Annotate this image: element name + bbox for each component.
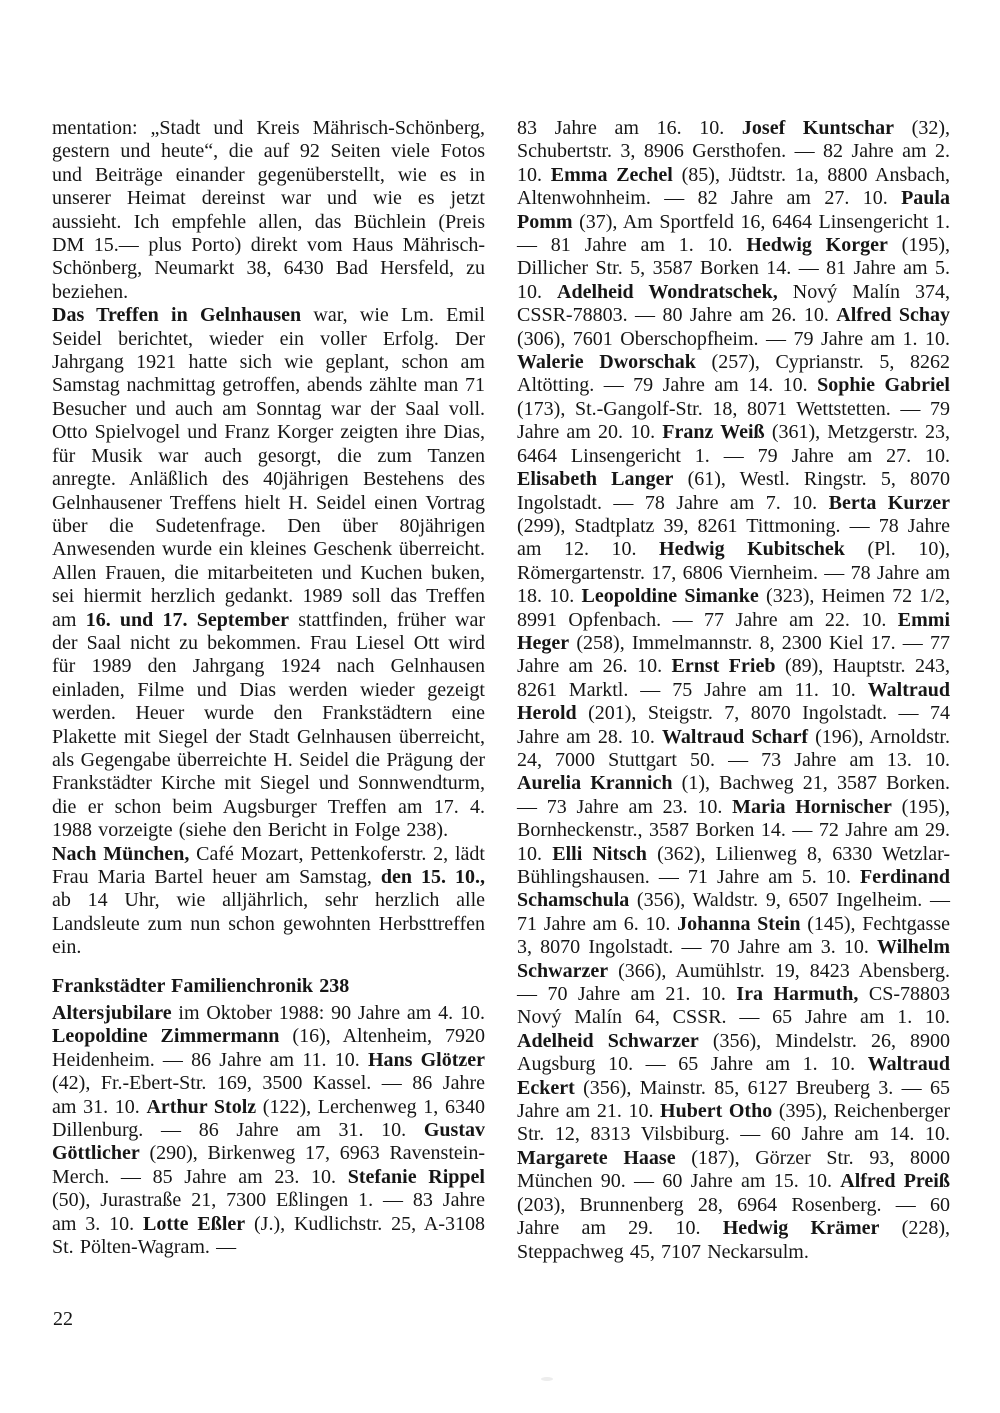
text-segment: (196), Arnoldstr. 24, 7000 Stuttgart 50. — 73 Jahre am 13. 10. <box>517 725 950 771</box>
bold-text-segment: Gustav Göttlicher <box>52 1119 485 1165</box>
bold-text-segment: Arthur Stolz <box>146 1095 257 1118</box>
text-segment: (201), Steigstr. 7, 8070 Ingolstadt. — 74 Jahre am 28. 10. <box>517 702 950 748</box>
text-segment: (Pl. 10), Römergartenstr. 17, 6806 Viernheim. — 78 Jahre am 18. 10. <box>517 538 950 608</box>
bold-text-segment: Hedwig Krämer <box>722 1217 880 1240</box>
text-segment: (J.), Kudlichstr. 25, A-3108 St. Pölten-Wagram. — <box>52 1212 486 1259</box>
text-segment: (195), Bornheckenstr., 3587 Borken 14. — 72 Jahre am 29. 10. <box>517 795 950 865</box>
text-segment: Café Mozart, Pettenkoferstr. 2, lädt Frau Maria Bartel heuer am Samstag, <box>52 842 485 888</box>
text-segment: (362), Lilienweg 8, 6330 Wetzlar-Bühlingshausen. — 71 Jahre am 5. 10. <box>517 842 951 888</box>
text-segment: ab 14 Uhr, wie alljährlich, sehr herzlich alle Landsleute zum nun schon gewohnten Herbsttreffen ein. <box>52 889 485 959</box>
text-segment: (16), Altenheim, 7920 Heidenheim. — 86 Jahre am 11. 10. <box>52 1025 485 1071</box>
bold-text-segment: Das Treffen in Gelnhausen <box>52 304 302 327</box>
text-segment: CS-78803 Nový Malín 64, CSSR. — 65 Jahre am 1. 10. <box>517 983 950 1029</box>
bold-text-segment: Johanna Stein <box>677 912 801 935</box>
text-segment: stattfinden, früher war der Saal nicht zu bekommen. Frau Liesel Ott wird für 1989 den Jahrgang 1924 nach Gelnhausen einladen, Filme und Dias werden wieder gezeigt werden. Heuer wurde den Frankstädtern eine Plakette mit Siegel der Stadt Gelnhausen überreicht, als Gegengabe überreichte H. Seidel die Prägung der Frankstädter Kirche mit Siegel und Sonnwendturm, die er schon beim Augsburger Treffen am 17. 4. 1988 vorzeigte (siehe den Bericht in Folge 238). <box>52 608 485 842</box>
text-segment: (299), Stadtplatz 39, 8261 Tittmoning. — 78 Jahre am 12. 10. <box>517 514 950 561</box>
bold-text-segment: Hedwig Kubitschek <box>659 538 845 561</box>
text-segment: (89), Hauptstr. 243, 8261 Marktl. — 75 Jahre am 11. 10. <box>517 655 950 701</box>
bold-text-segment: Paula Pomm <box>517 187 950 233</box>
right-text-column <box>517 117 950 1264</box>
bold-text-segment: den 15. 10., <box>380 866 485 888</box>
bold-text-segment: Elli Nitsch <box>552 842 647 865</box>
bold-text-segment: Elisabeth Langer <box>517 468 674 491</box>
bold-text-segment: Maria Hornischer <box>732 795 892 818</box>
section-heading <box>52 975 485 998</box>
bold-text-segment: Leopoldine Zimmermann <box>52 1025 280 1048</box>
text-segment: (306), 7601 Oberschopfheim. — 79 Jahre am 1. 10. <box>517 327 950 350</box>
bold-text-segment: Alfred Schay <box>836 304 950 327</box>
text-segment: Nový Malín 374, CSSR-78803. — 80 Jahre am 26. 10. <box>517 280 950 327</box>
bold-text-segment: Ernst Frieb <box>671 655 776 678</box>
text-segment: (173), St.-Gangolf-Str. 18, 8071 Wettstetten. — 79 Jahre am 20. 10. <box>517 397 950 444</box>
text-segment: (361), Metzgerstr. 23, 6464 Linsengericht 1. — 79 Jahre am 27. 10. <box>517 421 950 467</box>
text-segment: (228), Steppachweg 45, 7107 Neckarsulm. <box>517 1217 950 1263</box>
scan-artifact <box>541 1377 553 1381</box>
text-segment: mentation: „Stadt und Kreis Mährisch-Schönberg, gestern und heute“, die auf 92 Seiten viele Fotos und Beiträge einander gegenüberstellt, wie es in unserer Heimat dereinst war und wie es jetzt aussieht. Ich empfehle allen, das Büchlein (Preis DM 15.— plus Porto) direkt vom Haus Mährisch-Schönberg, Neumarkt 38, 6430 Bad Hersfeld, zu beziehen. <box>52 117 485 303</box>
text-segment: (395), Reichenberger Str. 12, 8313 Vilsbiburg. — 60 Jahre am 14. 10. <box>517 1100 950 1146</box>
bold-text-segment: Nach München, <box>52 842 190 865</box>
bold-text-segment: Lotte Eßler <box>143 1212 246 1235</box>
bold-text-segment: Hans Glötzer <box>367 1048 485 1071</box>
text-segment: (356), Mindelstr. 26, 8900 Augsburg 10. — 65 Jahre am 1. 10. <box>517 1029 950 1076</box>
page-number: 22 <box>53 1308 73 1330</box>
text-segment: (1), Bachweg 21, 3587 Borken. — 73 Jahre am 23. 10. <box>517 772 950 818</box>
bold-text-segment: Adelheid Schwarzer <box>517 1029 699 1052</box>
bold-text-segment: Alfred Preiß <box>840 1170 950 1193</box>
text-segment: (356), Mainstr. 85, 6127 Breuberg 3. — 65 Jahre am 21. 10. <box>517 1076 950 1123</box>
paragraph <box>52 1002 485 1259</box>
bold-text-segment: Frankstädter Familienchronik 238 <box>52 974 350 997</box>
text-segment: (61), Westl. Ringstr. 5, 8070 Ingolstadt. — 78 Jahre am 7. 10. <box>517 468 950 514</box>
bold-text-segment: Stefanie Rippel <box>347 1165 485 1188</box>
text-segment: (145), Fechtgasse 3, 8070 Ingolstadt. — 70 Jahre am 3. 10. <box>517 912 950 959</box>
paragraph <box>517 117 950 1264</box>
paragraph <box>52 843 485 960</box>
bold-text-segment: Wilhelm Schwarzer <box>517 936 950 982</box>
bold-text-segment: Sophie Gabriel <box>817 374 950 397</box>
text-segment: (323), Heimen 72 1/2, 8991 Opfenbach. — 77 Jahre am 22. 10. <box>517 585 950 631</box>
text-segment: (195), Dillicher Str. 5, 3587 Borken 14. — 81 Jahre am 5. 10. <box>517 234 950 303</box>
bold-text-segment: Adelheid Wondratschek, <box>557 280 778 303</box>
bold-text-segment: Ira Harmuth, <box>736 983 859 1006</box>
text-segment: (50), Jurastraße 21, 7300 Eßlingen 1. — 83 Jahre am 3. 10. <box>52 1189 485 1235</box>
text-segment: (37), Am Sportfeld 16, 6464 Linsengericht 1. — 81 Jahre am 1. 10. <box>517 210 950 257</box>
text-segment: (366), Aumühlstr. 19, 8423 Abensberg. — 70 Jahre am 21. 10. <box>517 959 950 1006</box>
bold-text-segment: Waltraud Eckert <box>517 1053 950 1099</box>
text-segment: (203), Brunnenberg 28, 6964 Rosenberg. — 60 Jahre am 29. 10. <box>517 1193 950 1240</box>
bold-text-segment: Margarete Haase <box>517 1146 676 1169</box>
bold-text-segment: Walerie Dworschak <box>517 351 696 374</box>
text-segment: (122), Lerchenweg 1, 6340 Dillenburg. — 86 Jahre am 31. 10. <box>52 1095 485 1142</box>
left-text-column <box>52 117 485 1260</box>
text-segment: (257), Cyprianstr. 5, 8262 Altötting. — 79 Jahre am 14. 10. <box>517 351 950 397</box>
text-segment: (356), Waldstr. 9, 6507 Ingelheim. — 71 Jahre am 6. 10. <box>517 889 950 935</box>
bold-text-segment: Emma Zechel <box>550 163 673 186</box>
bold-text-segment: Hubert Otho <box>660 1100 773 1123</box>
bold-text-segment: Berta Kurzer <box>828 491 950 514</box>
bold-text-segment: Waltraud Herold <box>517 678 950 725</box>
text-segment: (290), Birkenweg 17, 6963 Ravenstein-Merch. — 85 Jahre am 23. 10. <box>52 1142 485 1188</box>
text-segment: war, wie Lm. Emil Seidel berichtet, wieder ein voller Erfolg. Der Jahrgang 1921 hatte sich wie geplant, schon am Samstag nachmittag getroffen, abends zählte man 71 Besucher und auch am Sonntag war der Saal voll. Otto Spielvogel und Franz Korger zeigten ihre Dias, für Musik war auch gesorgt, die zum Tanzen anregte. Anläßlich des 40jährigen Bestehens des Gelnhausener Treffens hielt H. Seidel einen Vortrag über die Sudetenfrage. Den über 80jährigen Anwesenden wurde ein kleines Geschenk überreicht. Allen Frauen, die mitarbeiteten und Kuchen buken, sei hiermit herzlich gedankt. 1989 soll das Treffen am <box>52 304 485 631</box>
bold-text-segment: Aurelia Krannich <box>517 772 673 795</box>
bold-text-segment: Leopoldine Simanke <box>581 585 759 608</box>
bold-text-segment: Altersjubilare <box>52 1002 172 1025</box>
text-segment: (258), Immelmannstr. 8, 2300 Kiel 17. — 77 Jahre am 26. 10. <box>517 631 950 678</box>
bold-text-segment: 16. und 17. September <box>85 608 289 631</box>
bold-text-segment: Waltraud Scharf <box>662 725 809 748</box>
text-segment: (85), Jüdtstr. 1a, 8800 Ansbach, Altenwohnheim. — 82 Jahre am 27. 10. <box>517 163 951 210</box>
bold-text-segment: Josef Kuntschar <box>741 117 895 139</box>
paragraph <box>52 117 485 304</box>
text-segment: (42), Fr.-Ebert-Str. 169, 3500 Kassel. — 86 Jahre am 31. 10. <box>52 1072 485 1118</box>
bold-text-segment: Hedwig Korger <box>746 234 888 257</box>
paragraph <box>52 304 485 842</box>
text-segment: 83 Jahre am 16. 10. <box>517 117 742 139</box>
bold-text-segment: Emmi Heger <box>517 608 950 654</box>
bold-text-segment: Franz Weiß <box>662 421 765 444</box>
text-segment: (32), Schubertstr. 3, 8906 Gersthofen. — 82 Jahre am 2. 10. <box>517 117 950 186</box>
bold-text-segment: Ferdinand Schamschula <box>517 866 950 912</box>
text-segment: (187), Görzer Str. 93, 8000 München 90. — 60 Jahre am 15. 10. <box>517 1146 950 1193</box>
text-segment: im Oktober 1988: 90 Jahre am 4. 10. <box>171 1002 485 1025</box>
